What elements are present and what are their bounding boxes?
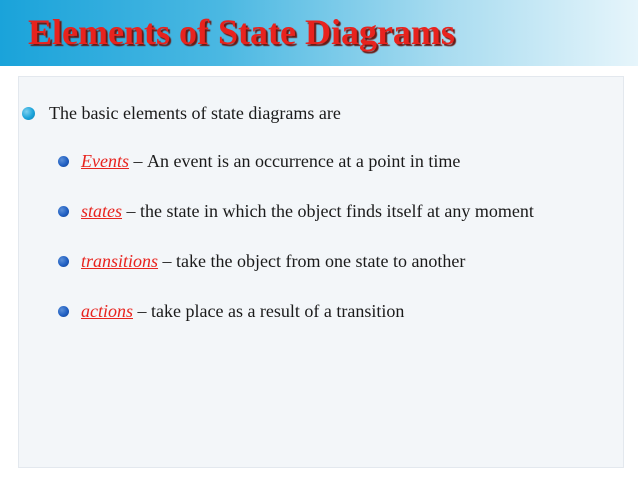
elements-list: [58, 148, 618, 348]
slide-title: Elements of State Diagrams: [28, 12, 455, 52]
dash-separator: –: [128, 150, 147, 171]
item-description: take place as a result of a transition: [151, 300, 405, 321]
dash-separator: –: [158, 250, 177, 271]
term-link-events[interactable]: Events: [81, 150, 129, 171]
bullet-icon: [58, 306, 69, 317]
bullet-icon: [58, 156, 69, 167]
dash-separator: –: [133, 300, 151, 321]
term-link-actions[interactable]: actions: [81, 300, 133, 321]
list-item-actions: [58, 298, 618, 324]
bullet-icon: [22, 107, 35, 120]
lead-text: The basic elements of state diagrams are: [49, 102, 341, 123]
dash-separator: –: [122, 200, 141, 221]
item-description: take the object from one state to another: [176, 250, 466, 271]
bullet-icon: [58, 206, 69, 217]
item-description: the state in which the object finds itself at any moment: [140, 200, 534, 221]
list-item-events: [58, 148, 618, 174]
list-item-states: [58, 198, 618, 224]
bullet-icon: [58, 256, 69, 267]
term-link-transitions[interactable]: transitions: [81, 250, 159, 271]
item-description: An event is an occurrence at a point in time: [146, 150, 461, 171]
lead-line: [22, 100, 341, 126]
list-item-transitions: [58, 248, 618, 274]
term-link-states[interactable]: states: [81, 200, 123, 221]
